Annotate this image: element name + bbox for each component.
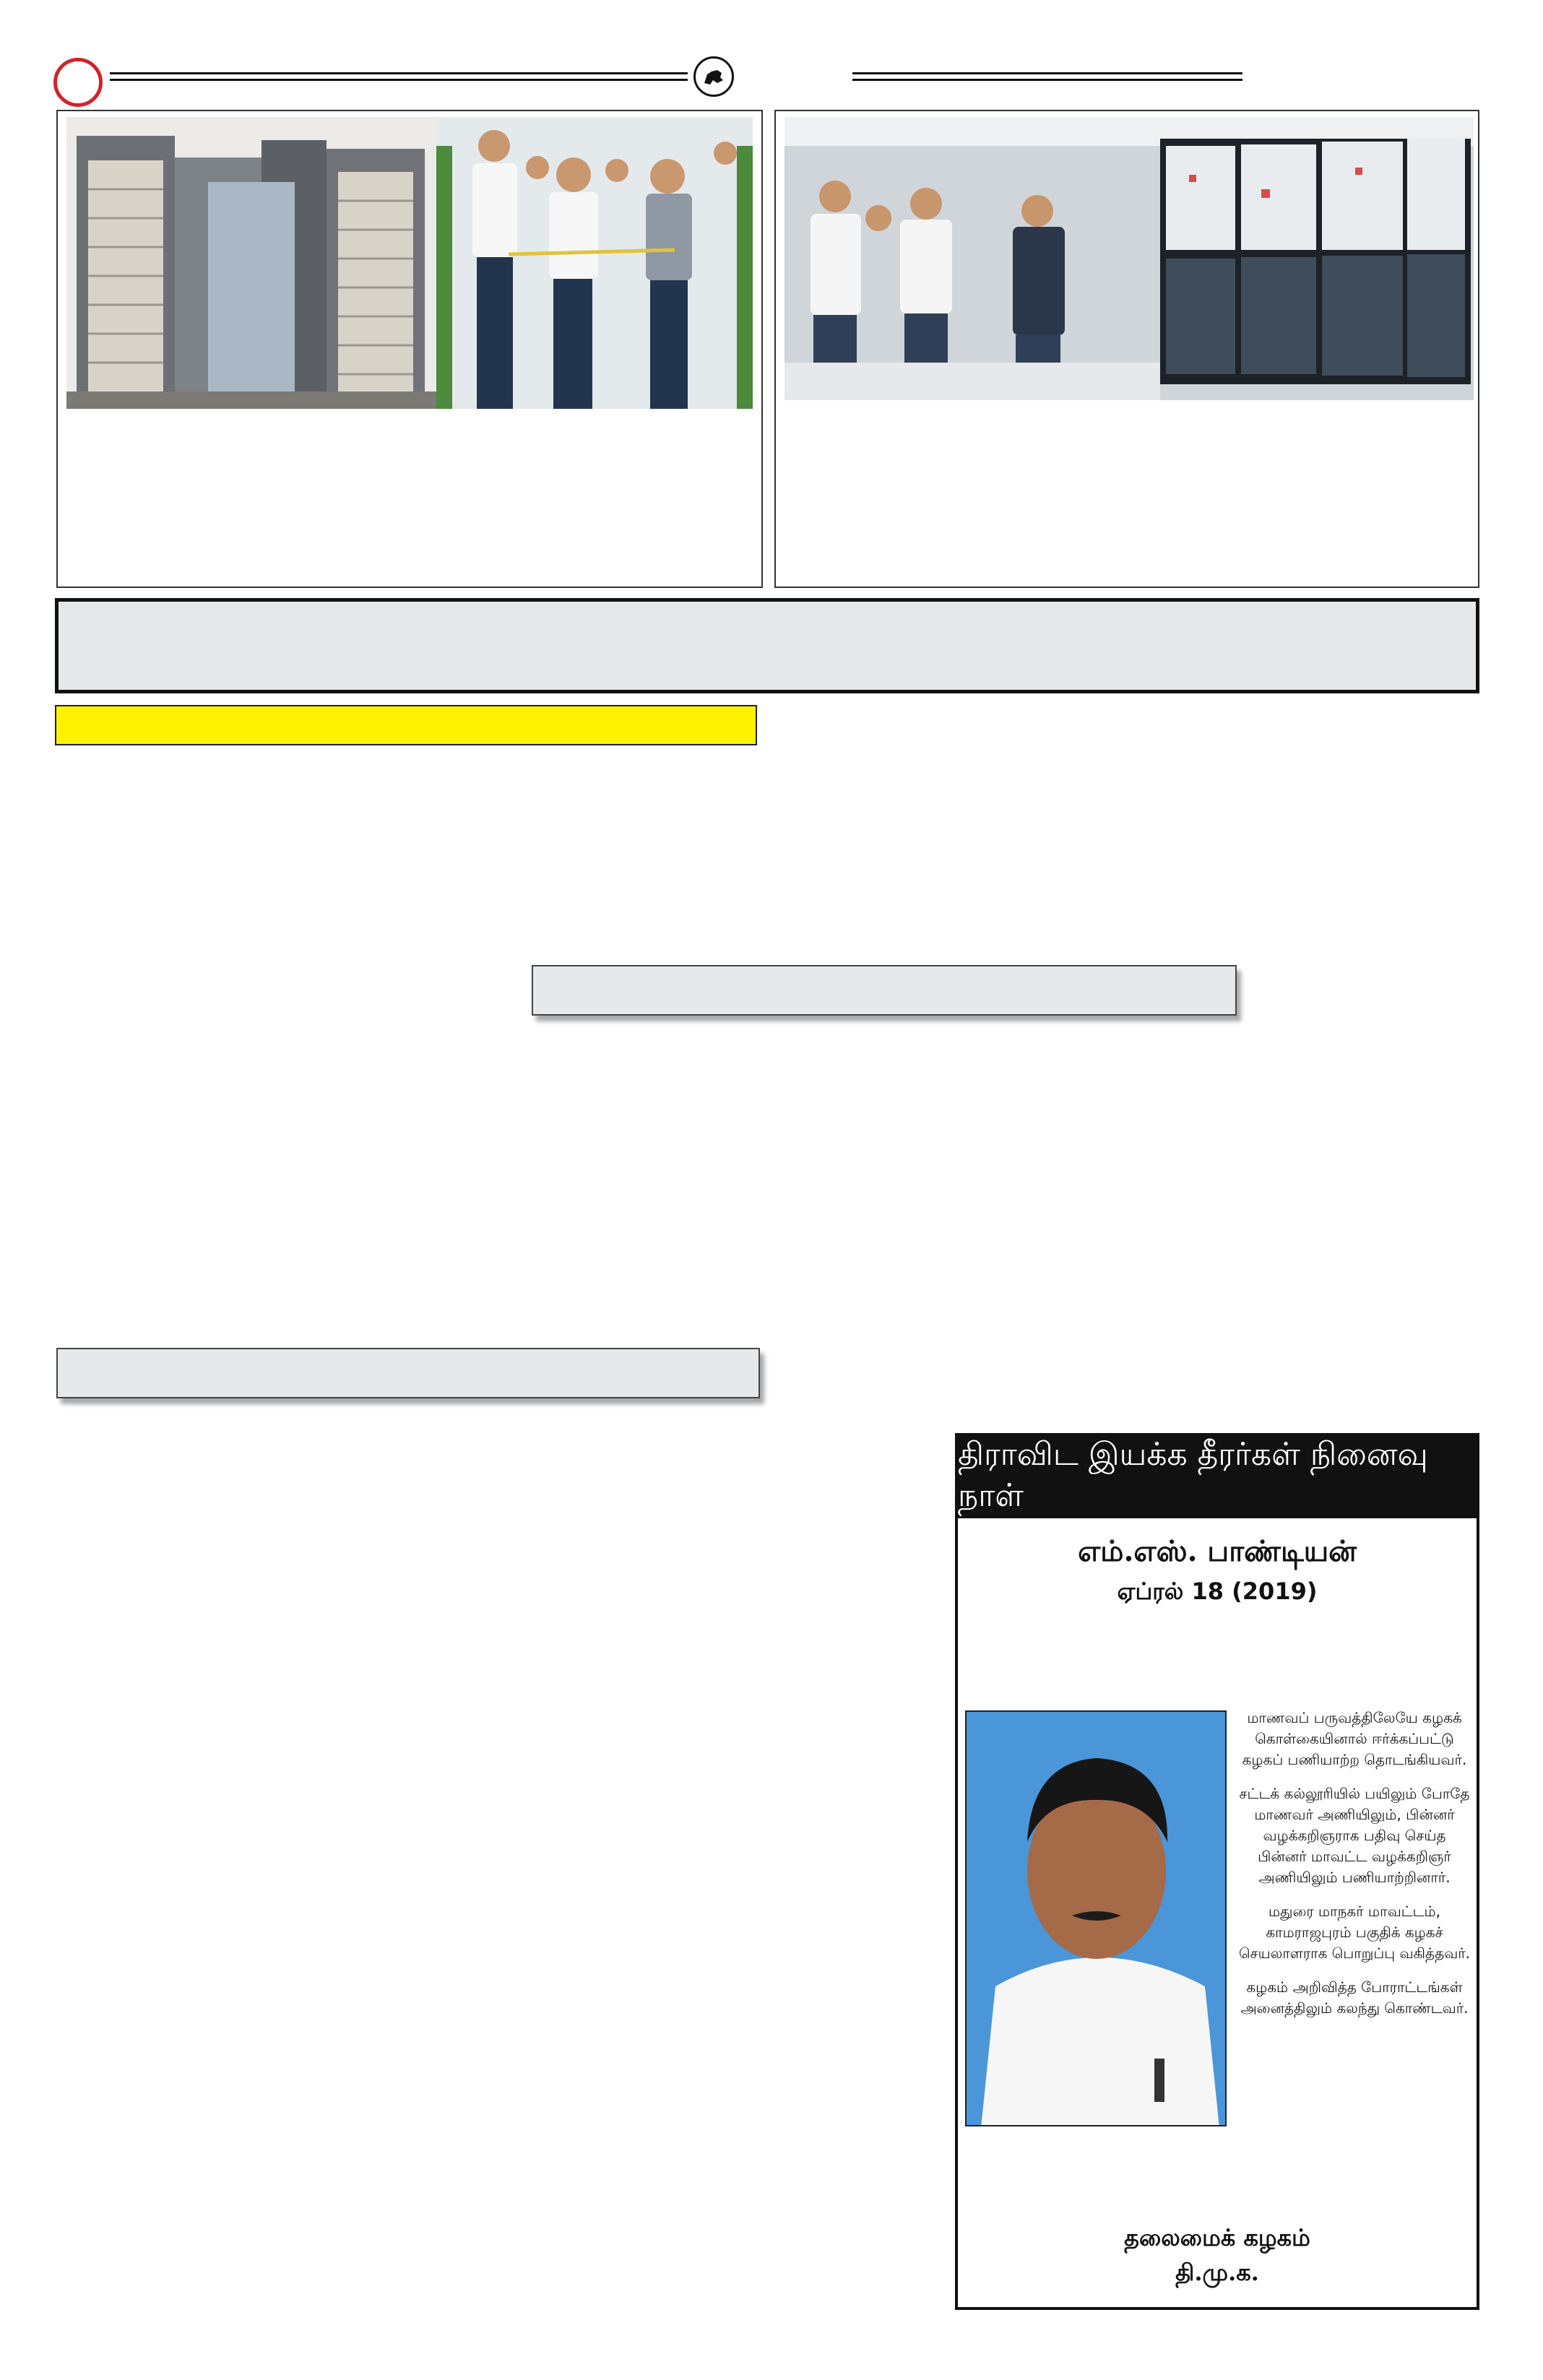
section-heading-bar [56,1348,760,1398]
ribbon-cutting-photo [436,117,753,409]
portrait-photo [965,1710,1227,2126]
control-room-photo [785,117,1474,400]
signature-line-1: தலைமைக் கழகம் [1124,2224,1310,2251]
tribute-paragraph: சட்டக் கல்லூரியில் பயிலும் போதே மாணவர் அணியிலும், பின்னர் வழக்கறிஞராக பதிவு செய்த பின்னர் மாவட்ட வழக்கறிஞர் அணியிலும் பணியாற்றினார். [1239,1785,1470,1886]
building-photo [66,117,436,409]
party-logo-icon [693,56,734,97]
headline-banner [55,598,1479,693]
tribute-biography [1237,1708,1472,2032]
tribute-paragraph: மாணவப் பருவத்திலேயே கழகக் கொள்கையினால் ஈர்க்கப்பட்டு கழகப் பணியாற்ற தொடங்கியவர். [1242,1709,1467,1768]
page-number-circle [53,58,103,107]
tribute-date: ஏப்ரல் 18 (2019) [1117,1578,1318,1605]
tribute-signature [958,2220,1477,2290]
highlight-bar [55,705,757,745]
tribute-paragraph: கழகம் அறிவித்த போராட்டங்கள் அனைத்திலும் கலந்து கொண்டவர். [1240,1978,1469,2017]
section-heading-bar [532,965,1237,1016]
tribute-paragraph: மதுரை மாநகர் மாவட்டம், காமராஜபுரம் பகுதிக் கழகச் செயலாளராக பொறுப்பு வகித்தவர். [1238,1903,1471,1962]
header-rule-left [110,72,688,81]
header-rule-right [852,72,1242,81]
tribute-name: எம்.எஸ். பாண்டியன் [1078,1534,1357,1568]
signature-line-2: தி.மு.க. [1175,2259,1259,2286]
tribute-header: திராவிட இயக்க தீரர்கள் நினைவு நாள் [958,1436,1477,1518]
